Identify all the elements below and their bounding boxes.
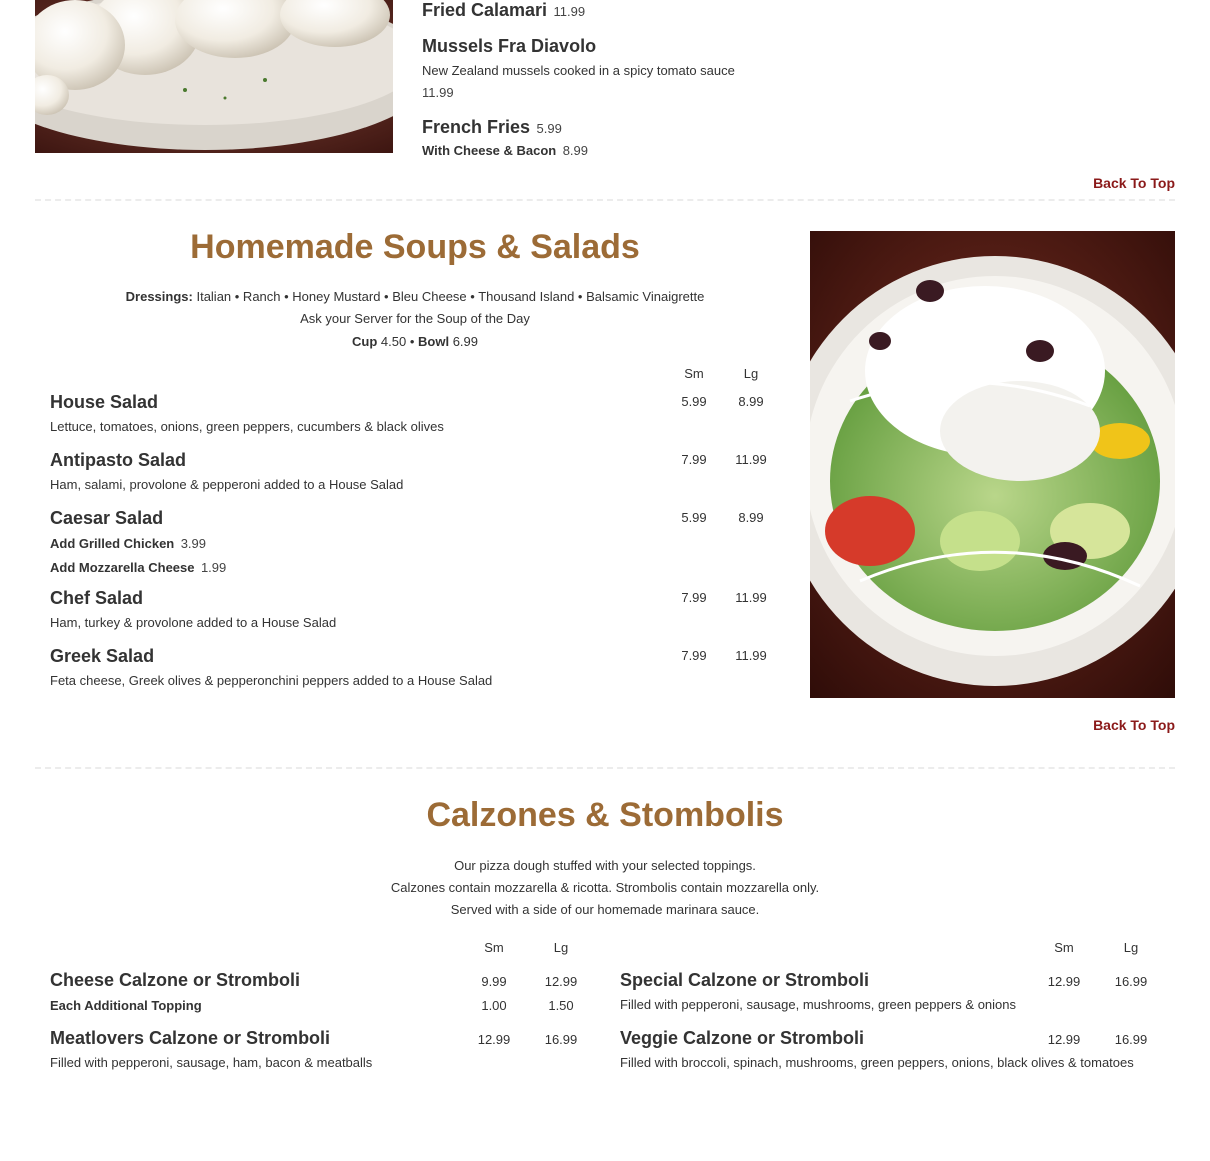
price-lg: 16.99 <box>1114 974 1148 989</box>
item-name: Fried Calamari <box>422 0 548 20</box>
section-title-soups-salads: Homemade Soups & Salads <box>190 228 640 266</box>
soup-prices <box>35 334 795 349</box>
column-header-lg: Lg <box>553 940 569 955</box>
section-divider <box>35 199 1175 201</box>
cup-price: 4.50 • <box>380 334 415 349</box>
addon-label: Add Mozzarella Cheese <box>50 560 195 575</box>
item-description: Filled with pepperoni, sausage, ham, bacon & meatballs <box>50 1055 373 1070</box>
soup-of-day-note: Ask your Server for the Soup of the Day <box>300 311 530 326</box>
price-lg: 1.50 <box>548 998 574 1013</box>
item-name: Caesar Salad <box>50 508 164 528</box>
section-title-calzones: Calzones & Stombolis <box>426 796 784 834</box>
garlic-knots-photo <box>35 0 393 153</box>
item-name: Special Calzone or Stromboli <box>620 970 870 990</box>
menu-item-mussels <box>422 36 735 100</box>
price-lg: 11.99 <box>735 590 767 605</box>
addon-price: 3.99 <box>180 536 207 551</box>
item-name: Chef Salad <box>50 588 144 608</box>
price-sm: 7.99 <box>681 452 707 467</box>
price-lg: 11.99 <box>735 648 767 663</box>
menu-item-fried-calamari <box>422 0 585 21</box>
item-description: New Zealand mussels cooked in a spicy tomato sauce <box>422 63 735 78</box>
item-name: House Salad <box>50 392 159 412</box>
column-header-sm: Sm <box>684 366 704 381</box>
dressings-label: Dressings: <box>125 289 193 304</box>
greek-salad-image <box>810 231 1175 698</box>
price-sm: 12.99 <box>1047 1032 1081 1047</box>
price-lg: 11.99 <box>735 452 767 467</box>
item-description: Ham, salami, provolone & pepperoni added to a House Salad <box>50 477 404 492</box>
greek-salad-photo <box>810 231 1175 698</box>
item-description: Ham, turkey & provolone added to a House Salad <box>50 615 337 630</box>
calzone-note: Our pizza dough stuffed with your selected toppings. <box>454 858 756 873</box>
column-header-sm: Sm <box>484 940 504 955</box>
menu-item-caesar-salad <box>50 508 226 577</box>
addon-price: 1.99 <box>200 560 227 575</box>
item-description: Filled with broccoli, spinach, mushrooms, green peppers, onions, black olives & tomatoes <box>620 1055 1134 1070</box>
section-divider <box>35 767 1175 769</box>
price-sm: 5.99 <box>681 394 707 409</box>
price-sm: 7.99 <box>681 590 707 605</box>
menu-item-house-salad <box>50 392 444 434</box>
calzone-note: Served with a side of our homemade marinara sauce. <box>450 902 760 917</box>
item-price: 11.99 <box>553 4 586 19</box>
cup-label: Cup <box>352 334 378 349</box>
column-header-lg: Lg <box>1123 940 1139 955</box>
item-name: Cheese Calzone or Stromboli <box>50 970 301 990</box>
menu-item-greek-salad <box>50 646 492 688</box>
price-sm: 9.99 <box>481 974 507 989</box>
item-name: Veggie Calzone or Stromboli <box>620 1028 865 1048</box>
item-name: Mussels Fra Diavolo <box>422 36 597 56</box>
column-header-lg: Lg <box>743 366 759 381</box>
price-sm: 1.00 <box>481 998 507 1013</box>
menu-item-meatlovers-calzone <box>50 1028 372 1070</box>
price-lg: 8.99 <box>738 510 764 525</box>
price-sm: 12.99 <box>1047 974 1081 989</box>
addon-row <box>50 559 226 577</box>
item-description: Filled with pepperoni, sausage, mushrooms, green peppers & onions <box>620 997 1017 1012</box>
price-sm: 12.99 <box>477 1032 511 1047</box>
price-lg: 8.99 <box>738 394 764 409</box>
price-lg: 12.99 <box>544 974 578 989</box>
menu-item-french-fries <box>422 117 588 160</box>
item-price: 11.99 <box>422 85 454 100</box>
menu-item-cheese-calzone <box>50 970 300 991</box>
menu-item-additional-topping: Each Additional Topping <box>50 998 202 1013</box>
addon-row <box>50 535 226 553</box>
back-to-top-link[interactable]: Back To Top <box>1093 717 1175 733</box>
item-name: Greek Salad <box>50 646 155 666</box>
price-sm: 5.99 <box>681 510 707 525</box>
item-name: Meatlovers Calzone or Stromboli <box>50 1028 331 1048</box>
item-name: French Fries <box>422 117 531 137</box>
price-lg: 16.99 <box>1114 1032 1148 1047</box>
addon-label: With Cheese & Bacon <box>422 143 557 158</box>
price-sm: 7.99 <box>681 648 707 663</box>
menu-item-special-calzone <box>620 970 1016 1012</box>
item-description: Lettuce, tomatoes, onions, green peppers, cucumbers & black olives <box>50 419 444 434</box>
calzone-note: Calzones contain mozzarella & ricotta. Strombolis contain mozzarella only. <box>390 880 820 895</box>
back-to-top-link[interactable]: Back To Top <box>1093 175 1175 191</box>
bowl-label: Bowl <box>418 334 450 349</box>
dressings-line <box>35 289 795 304</box>
menu-item-antipasto-salad <box>50 450 403 492</box>
price-lg: 16.99 <box>544 1032 578 1047</box>
bowl-price: 6.99 <box>452 334 478 349</box>
garlic-knots-image <box>35 0 393 153</box>
menu-item-chef-salad <box>50 588 336 630</box>
item-name: Antipasto Salad <box>50 450 187 470</box>
addon-label: Add Grilled Chicken <box>50 536 175 551</box>
column-header-sm: Sm <box>1054 940 1074 955</box>
item-price: 5.99 <box>536 121 562 136</box>
addon-price: 8.99 <box>562 143 589 158</box>
item-description: Feta cheese, Greek olives & pepperonchini peppers added to a House Salad <box>50 673 493 688</box>
dressings-list: Italian • Ranch • Honey Mustard • Bleu Cheese • Thousand Island • Balsamic Vinaigrette <box>196 289 705 304</box>
